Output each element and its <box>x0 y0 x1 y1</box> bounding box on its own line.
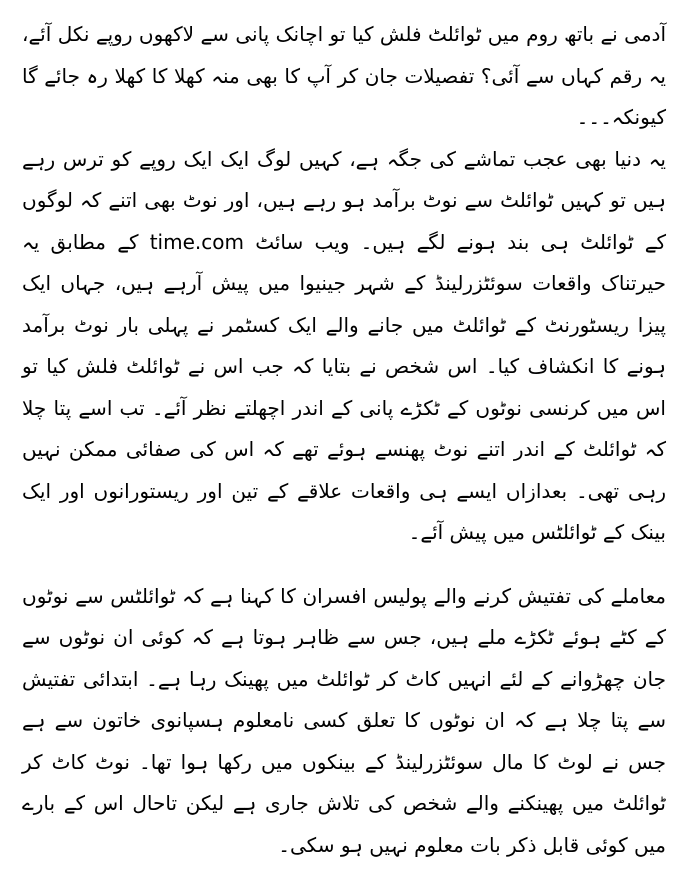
investigation-paragraph <box>22 576 666 867</box>
intro-paragraph <box>22 14 666 139</box>
story-paragraph <box>22 139 666 554</box>
source-website: time.com <box>149 229 244 254</box>
investigation-text: معاملے کی تفتیش کرنے والے پولیس افسران کا کہنا ہے کہ ٹوائلٹس سے نوٹوں کے کٹے ہوئے ٹکڑے ملے ہیں، جس سے ظاہر ہوتا ہے کہ کوئی ان نوٹوں سے جان چھڑوانے کے لئے انہیں کاٹ کر ٹوائلٹ میں پھینک رہا ہے۔ ابتدائی تفتیش سے پتا چلا ہے کہ ان نوٹوں کا تعلق کسی نامعلوم ہسپانوی خاتون سے ہے جس نے لوٹ کا مال سوئٹزرلینڈ کے بینکوں میں رکھا ہوا تھا۔ نوٹ کاٹ کر ٹوائلٹ میں پھینکنے والے شخص کی تلاش جاری ہے لیکن تاحال اس کے بارے میں کوئی قابل ذکر بات معلوم نہیں ہو سکی۔ <box>22 583 666 857</box>
story-text-part-1: یہ دنیا بھی عجب تماشے کی جگہ ہے، کہیں لوگ ایک ایک روپے کو ترس رہے ہیں تو کہیں ٹوائلٹ سے نوٹ برآمد ہو رہے ہیں، اور نوٹ بھی اتنے کہ لوگوں کے ٹوائلٹ ہی بند ہونے لگے ہیں۔ ویب سائٹ <box>22 146 666 254</box>
intro-text: آدمی نے باتھ روم میں ٹوائلٹ فلش کیا تو اچانک پانی سے لاکھوں روپے نکل آئے، یہ رقم کہاں سے آئی؟ تفصیلات جان کر آپ کا بھی منہ کھلا کا کھلا رہ جائے گا کیونکہ۔۔۔ <box>22 22 666 129</box>
story-text-part-2: کے مطابق یہ حیرتناک واقعات سوئٹزرلینڈ کے شہر جینیوا میں پیش آرہے ہیں، جہاں ایک پیزا ریسٹورنٹ کے ٹوائلٹ میں جانے والے ایک کسٹمر نے پہلی بار نوٹ برآمد ہونے کا انکشاف کیا۔ اس شخص نے بتایا کہ جب اس نے ٹوائلٹ فلش کیا تو اس میں کرنسی نوٹوں کے ٹکڑے پانی کے اندر اچھلتے نظر آئے۔ تب اسے پتا چلا کہ ٹوائلٹ کے اندر اتنے نوٹ پھنسے ہوئے تھے کہ اس کی صفائی ممکن نہیں رہی تھی۔ بعدازاں ایسے ہی واقعات علاقے کے تین اور ریستورانوں اور ایک بینک کے ٹوائلٹس میں پیش آئے۔ <box>22 229 666 544</box>
